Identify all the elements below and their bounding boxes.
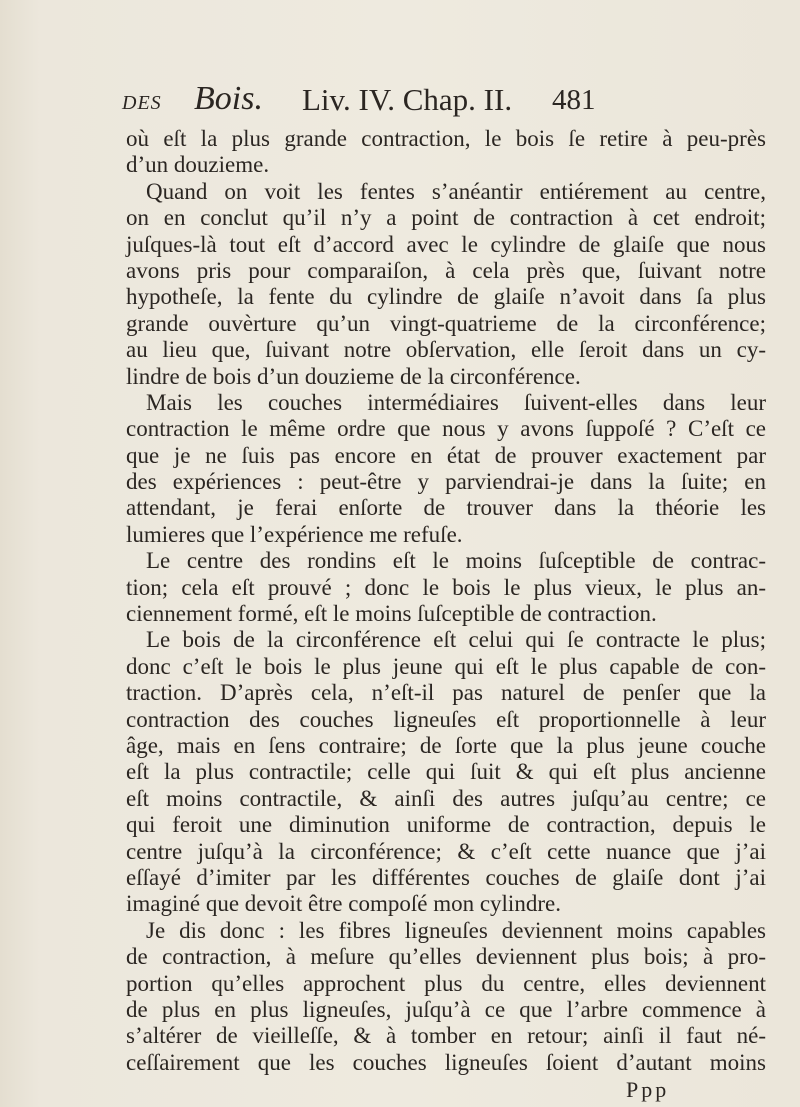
text-line: eſſayé d’imiter par les différentes couches de glaiſe dont j’ai <box>126 864 766 890</box>
text-line: des expériences : peut-être y parviendrai-je dans la ſuite; en <box>126 469 766 495</box>
text-line: juſques-là tout eſt d’accord avec le cylindre de glaiſe que nous <box>126 231 766 257</box>
text-line: lindre de bois d’un douzieme de la circonférence. <box>126 363 581 389</box>
text-line: que je ne ſuis pas encore en état de prouver exactement par <box>126 442 766 468</box>
text-line: Le bois de la circonférence eſt celui qui ſe contracte le plus; <box>146 627 766 653</box>
text-line: attendant, je ferai enſorte de trouver dans la théorie les <box>126 495 766 521</box>
text-line: contraction le même ordre que nous y avons ſuppoſé ? C’eſt ce <box>126 416 766 442</box>
text-line: s’altérer de vieilleſſe, & à tomber en retour; ainſi il faut né- <box>126 1023 766 1049</box>
text-line: au lieu que, ſuivant notre obſervation, elle ſeroit dans un cy- <box>126 337 766 363</box>
text-line: qui feroit une diminution uniforme de contraction, depuis le <box>126 812 766 838</box>
text-line: traction. D’après cela, n’eſt-il pas naturel de penſer que la <box>126 680 766 706</box>
text-line: Mais les couches intermédiaires ſuivent-elles dans leur <box>146 389 766 415</box>
header-des: DES <box>122 92 162 114</box>
text-line: on en conclut qu’il n’y a point de contraction à cet endroit; <box>126 205 766 231</box>
text-line: contraction des couches ligneuſes eſt proportionnelle à leur <box>126 706 766 732</box>
text-line: donc c’eſt le bois le plus jeune qui eſt le plus capable de con- <box>126 653 766 679</box>
text-line: Je dis donc : les fibres ligneuſes deviennent moins capables <box>146 917 766 943</box>
header-bois: Bois. <box>194 80 263 117</box>
text-line: de contraction, à meſure qu’elles deviennent plus bois; à pro- <box>126 944 766 970</box>
signature-mark: Ppp <box>626 1077 670 1102</box>
running-header <box>122 78 722 118</box>
text-line: âge, mais en ſens contraire; de ſorte que la plus jeune couche <box>126 732 766 758</box>
text-line: avons pris pour comparaiſon, à cela près que, ſuivant notre <box>126 257 766 283</box>
body-text <box>126 126 766 1076</box>
text-line: lumieres que l’expérience me refuſe. <box>126 521 463 547</box>
text-line: de plus en plus ligneuſes, juſqu’à ce que l’arbre commence à <box>126 996 766 1022</box>
text-line: tion; cela eſt prouvé ; donc le bois le plus vieux, le plus an- <box>126 574 766 600</box>
text-line: ceſſairement que les couches ligneuſes ſoient d’autant moins <box>126 1049 766 1075</box>
text-line: centre juſqu’à la circonférence; & c’eſt cette nuance que j’ai <box>126 838 766 864</box>
text-line: eſt la plus contractile; celle qui ſuit & qui eſt plus ancienne <box>126 759 766 785</box>
text-line: imaginé que devoit être compoſé mon cylindre. <box>126 891 561 917</box>
text-line: ciennement formé, eſt le moins ſuſceptible de contraction. <box>126 601 657 627</box>
text-line: Quand on voit les fentes s’anéantir entiérement au centre, <box>146 178 766 204</box>
text-line: où eſt la plus grande contraction, le bois ſe retire à peu-près <box>126 126 766 151</box>
text-line: d’un douzieme. <box>126 152 270 178</box>
text-line: grande ouvèrture qu’un vingt-quatrieme de la circonférence; <box>126 310 766 336</box>
text-line: portion qu’elles approchent plus du centre, elles deviennent <box>126 970 766 996</box>
text-line: eſt moins contractile, & ainſi des autres juſqu’au centre; ce <box>126 785 766 811</box>
header-livre-chapitre: Liv. IV. Chap. II. <box>302 82 513 117</box>
text-line: hypotheſe, la fente du cylindre de glaiſe n’avoit dans ſa plus <box>126 284 766 310</box>
page-number: 481 <box>552 84 596 116</box>
text-line: Le centre des rondins eſt le moins ſuſceptible de contrac- <box>146 548 766 574</box>
